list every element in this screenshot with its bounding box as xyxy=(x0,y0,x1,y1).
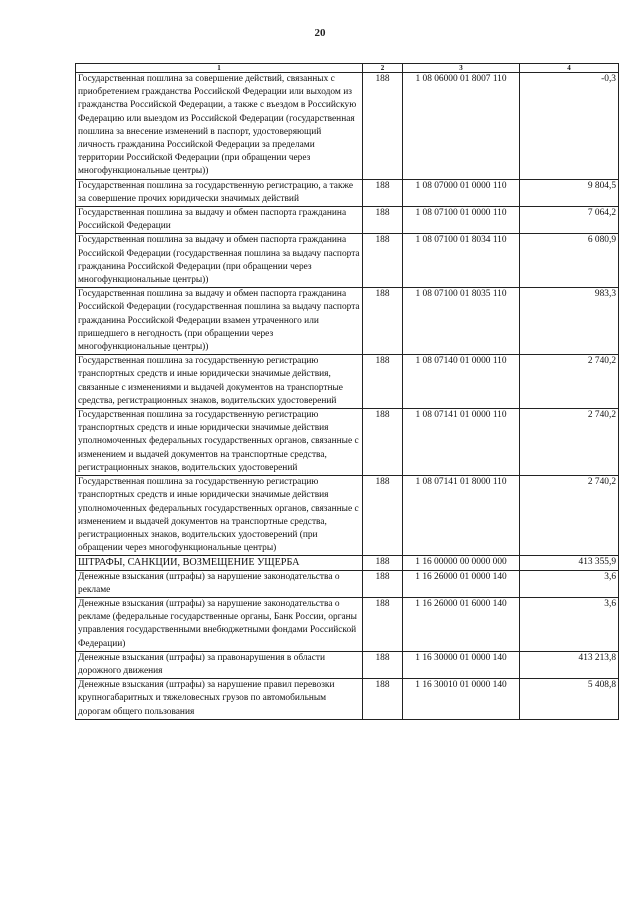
revenue-name: Государственная пошлина за государственную регистрацию, а также за совершение прочих юридически значимых действий xyxy=(76,179,363,206)
amount: 7 064,2 xyxy=(520,207,619,234)
admin-code: 188 xyxy=(363,207,403,234)
table-row xyxy=(76,179,619,206)
revenue-name: Государственная пошлина за государственную регистрацию транспортных средств и иные юридически значимые действия, связанные с изменениями и выдачей документов на транспортные средства, регистрационных знаков, водительских удостоверений xyxy=(76,355,363,409)
table-row xyxy=(76,476,619,556)
table-row xyxy=(76,234,619,288)
amount: -0,3 xyxy=(520,73,619,180)
amount: 2 740,2 xyxy=(520,409,619,476)
admin-code: 188 xyxy=(363,288,403,355)
budget-classification-code: 1 16 30010 01 0000 140 xyxy=(403,679,520,720)
admin-code: 188 xyxy=(363,73,403,180)
column-number: 4 xyxy=(520,64,619,73)
admin-code: 188 xyxy=(363,556,403,570)
amount: 6 080,9 xyxy=(520,234,619,288)
admin-code: 188 xyxy=(363,409,403,476)
budget-classification-code: 1 08 07100 01 8034 110 xyxy=(403,234,520,288)
revenue-table xyxy=(75,63,619,720)
amount: 3,6 xyxy=(520,570,619,597)
admin-code: 188 xyxy=(363,570,403,597)
column-number: 1 xyxy=(76,64,363,73)
table-row xyxy=(76,207,619,234)
revenue-name: Денежные взыскания (штрафы) за нарушение законодательства о рекламе xyxy=(76,570,363,597)
admin-code: 188 xyxy=(363,234,403,288)
column-number-row xyxy=(76,64,619,73)
revenue-name: Денежные взыскания (штрафы) за нарушение правил перевозки крупногабаритных и тяжеловесных грузов по автомобильным дорогам общего пользования xyxy=(76,679,363,720)
revenue-name: Государственная пошлина за выдачу и обмен паспорта гражданина Российской Федерации xyxy=(76,207,363,234)
section-title: ШТРАФЫ, САНКЦИИ, ВОЗМЕЩЕНИЕ УЩЕРБА xyxy=(76,556,363,570)
table-row xyxy=(76,570,619,597)
amount: 983,3 xyxy=(520,288,619,355)
admin-code: 188 xyxy=(363,651,403,678)
budget-classification-code: 1 08 07100 01 8035 110 xyxy=(403,288,520,355)
amount: 413 213,8 xyxy=(520,651,619,678)
revenue-name: Государственная пошлина за государственную регистрацию транспортных средств и иные юридически значимые действия уполномоченных федеральных государственных органов, связанные с изменением и выдачей документов на транспортные средства, регистрационных знаков, водительских удостоверений xyxy=(76,409,363,476)
column-number: 2 xyxy=(363,64,403,73)
amount: 413 355,9 xyxy=(520,556,619,570)
revenue-name: Денежные взыскания (штрафы) за нарушение законодательства о рекламе (федеральные государственные органы, Банк России, органы управления государственными внебюджетными фондами Российской Федерации) xyxy=(76,597,363,651)
revenue-name: Государственная пошлина за совершение действий, связанных с приобретением гражданства Российской Федерации или выходом из гражданства Российской Федерации, а также с въездом в Российскую Федерацию или выездом из Российской Федерации (государственная пошлина за внесение изменений в паспорт, удостоверяющий личность гражданина Российской Федерации за пределами территории Российской Федерации (при обращении через многофункциональные центры)) xyxy=(76,73,363,180)
table-row xyxy=(76,679,619,720)
budget-classification-code: 1 08 06000 01 8007 110 xyxy=(403,73,520,180)
budget-classification-code: 1 08 07141 01 0000 110 xyxy=(403,409,520,476)
budget-classification-code: 1 16 00000 00 0000 000 xyxy=(403,556,520,570)
column-number: 3 xyxy=(403,64,520,73)
budget-classification-code: 1 08 07100 01 0000 110 xyxy=(403,207,520,234)
budget-classification-code: 1 08 07000 01 0000 110 xyxy=(403,179,520,206)
table-row xyxy=(76,355,619,409)
admin-code: 188 xyxy=(363,597,403,651)
revenue-name: Государственная пошлина за выдачу и обмен паспорта гражданина Российской Федерации (государственная пошлина за выдачу паспорта гражданина Российской Федерации взамен утраченного или пришедшего в негодность (при обращении через многофункциональные центры)) xyxy=(76,288,363,355)
amount: 3,6 xyxy=(520,597,619,651)
budget-classification-code: 1 16 26000 01 6000 140 xyxy=(403,597,520,651)
table-row xyxy=(76,288,619,355)
amount: 2 740,2 xyxy=(520,476,619,556)
revenue-name: Государственная пошлина за выдачу и обмен паспорта гражданина Российской Федерации (государственная пошлина за выдачу паспорта гражданина Российской Федерации (при обращении через многофункциональные центры)) xyxy=(76,234,363,288)
amount: 5 408,8 xyxy=(520,679,619,720)
budget-classification-code: 1 16 30000 01 0000 140 xyxy=(403,651,520,678)
admin-code: 188 xyxy=(363,355,403,409)
budget-classification-code: 1 08 07141 01 8000 110 xyxy=(403,476,520,556)
revenue-name: Денежные взыскания (штрафы) за правонарушения в области дорожного движения xyxy=(76,651,363,678)
admin-code: 188 xyxy=(363,476,403,556)
table-row xyxy=(76,597,619,651)
table-row xyxy=(76,73,619,180)
table-row xyxy=(76,651,619,678)
section-row xyxy=(76,556,619,570)
amount: 2 740,2 xyxy=(520,355,619,409)
page-number: 20 xyxy=(314,27,326,39)
budget-classification-code: 1 08 07140 01 0000 110 xyxy=(403,355,520,409)
table-row xyxy=(76,409,619,476)
budget-classification-code: 1 16 26000 01 0000 140 xyxy=(403,570,520,597)
admin-code: 188 xyxy=(363,679,403,720)
amount: 9 804,5 xyxy=(520,179,619,206)
revenue-name: Государственная пошлина за государственную регистрацию транспортных средств и иные юридически значимые действия уполномоченных федеральных государственных органов, связанные с изменением и выдачей документов на транспортные средства, регистрационных знаков, водительских удостоверений (при обращении через многофункциональные центры) xyxy=(76,476,363,556)
admin-code: 188 xyxy=(363,179,403,206)
